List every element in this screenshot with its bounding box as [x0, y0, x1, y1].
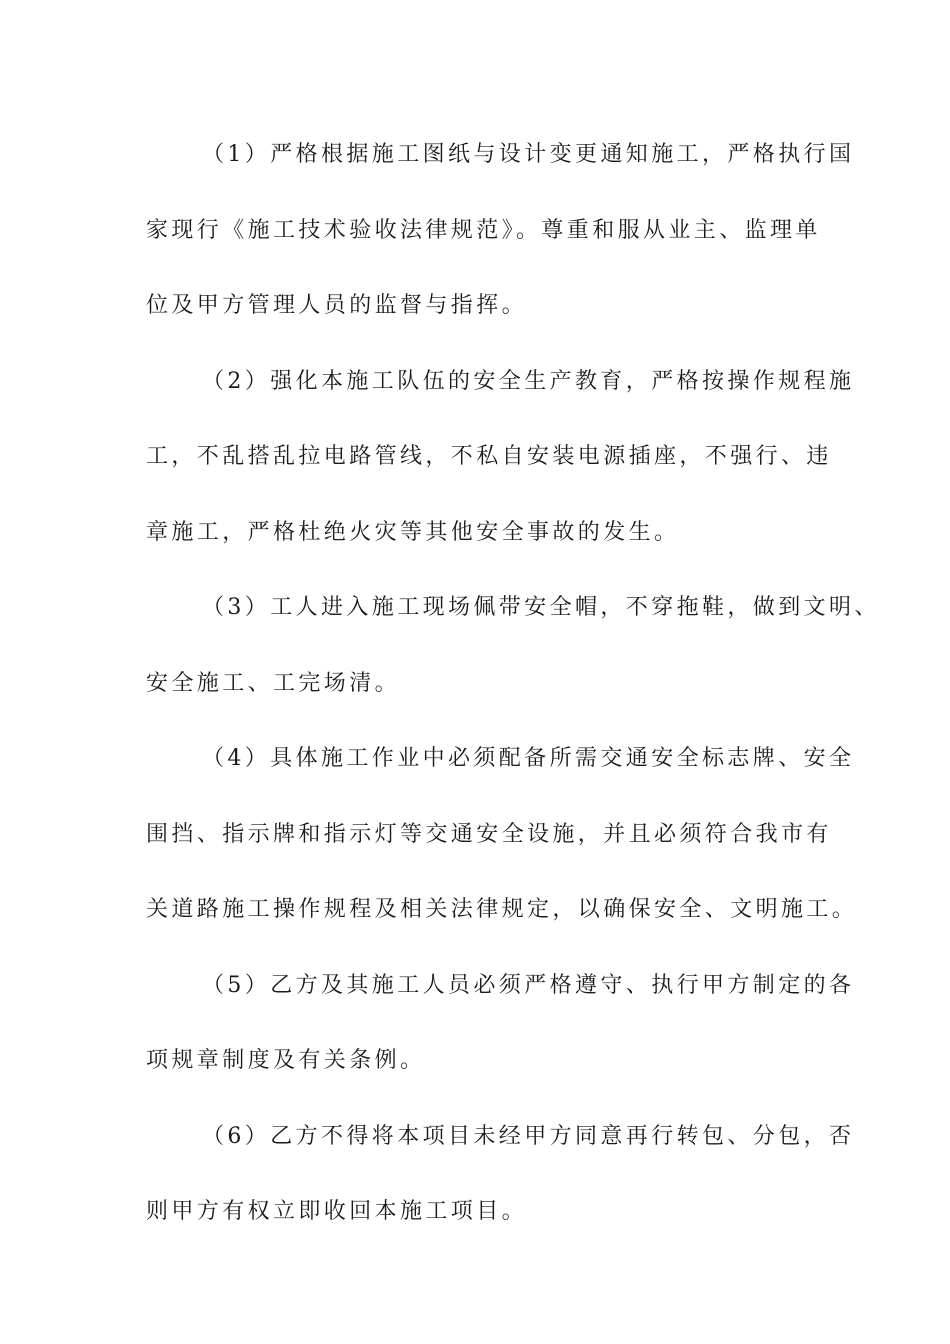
paragraph-line: 项规章制度及有关条例。	[146, 1048, 426, 1073]
paragraph-line: 则甲方有权立即收回本施工项目。	[146, 1199, 528, 1224]
paragraph-line: （6）乙方不得将本项目未经甲方同意再行转包、分包，否	[202, 1123, 855, 1149]
paragraph-line: 工，不乱搭乱拉电路管线，不私自安装电源插座，不强行、违	[146, 444, 832, 469]
paragraph-3	[146, 570, 880, 721]
paragraph-line: 位及甲方管理人员的监督与指挥。	[146, 293, 528, 318]
paragraph-line: （4）具体施工作业中必须配备所需交通安全标志牌、安全	[202, 746, 855, 771]
paragraph-6	[146, 1099, 855, 1250]
paragraph-line: （2）强化本施工队伍的安全生产教育，严格按操作规程施	[202, 368, 855, 394]
paragraph-line: （5）乙方及其施工人员必须严格遵守、执行甲方制定的各	[202, 972, 855, 998]
paragraph-line: （1）严格根据施工图纸与设计变更通知施工，严格执行国	[202, 142, 855, 167]
paragraph-line: 关道路施工操作规程及相关法律规定，以确保安全、文明施工。	[146, 897, 858, 922]
paragraph-4	[146, 721, 858, 948]
paragraph-line: 章施工，严格杜绝火灾等其他安全事故的发生。	[146, 519, 680, 545]
paragraph-line: 安全施工、工完场清。	[146, 670, 401, 696]
paragraph-line: （3）工人进入施工现场佩带安全帽，不穿拖鞋，做到文明、	[202, 595, 880, 620]
paragraph-line: 家现行《施工技术验收法律规范》。尊重和服从业主、监理单	[146, 217, 821, 243]
paragraph-2	[146, 344, 855, 571]
paragraph-1	[146, 117, 855, 344]
paragraph-5	[146, 948, 855, 1099]
paragraph-line: 围挡、指示牌和指示灯等交通安全设施，并且必须符合我市有	[146, 821, 832, 847]
document-body	[146, 117, 880, 1250]
